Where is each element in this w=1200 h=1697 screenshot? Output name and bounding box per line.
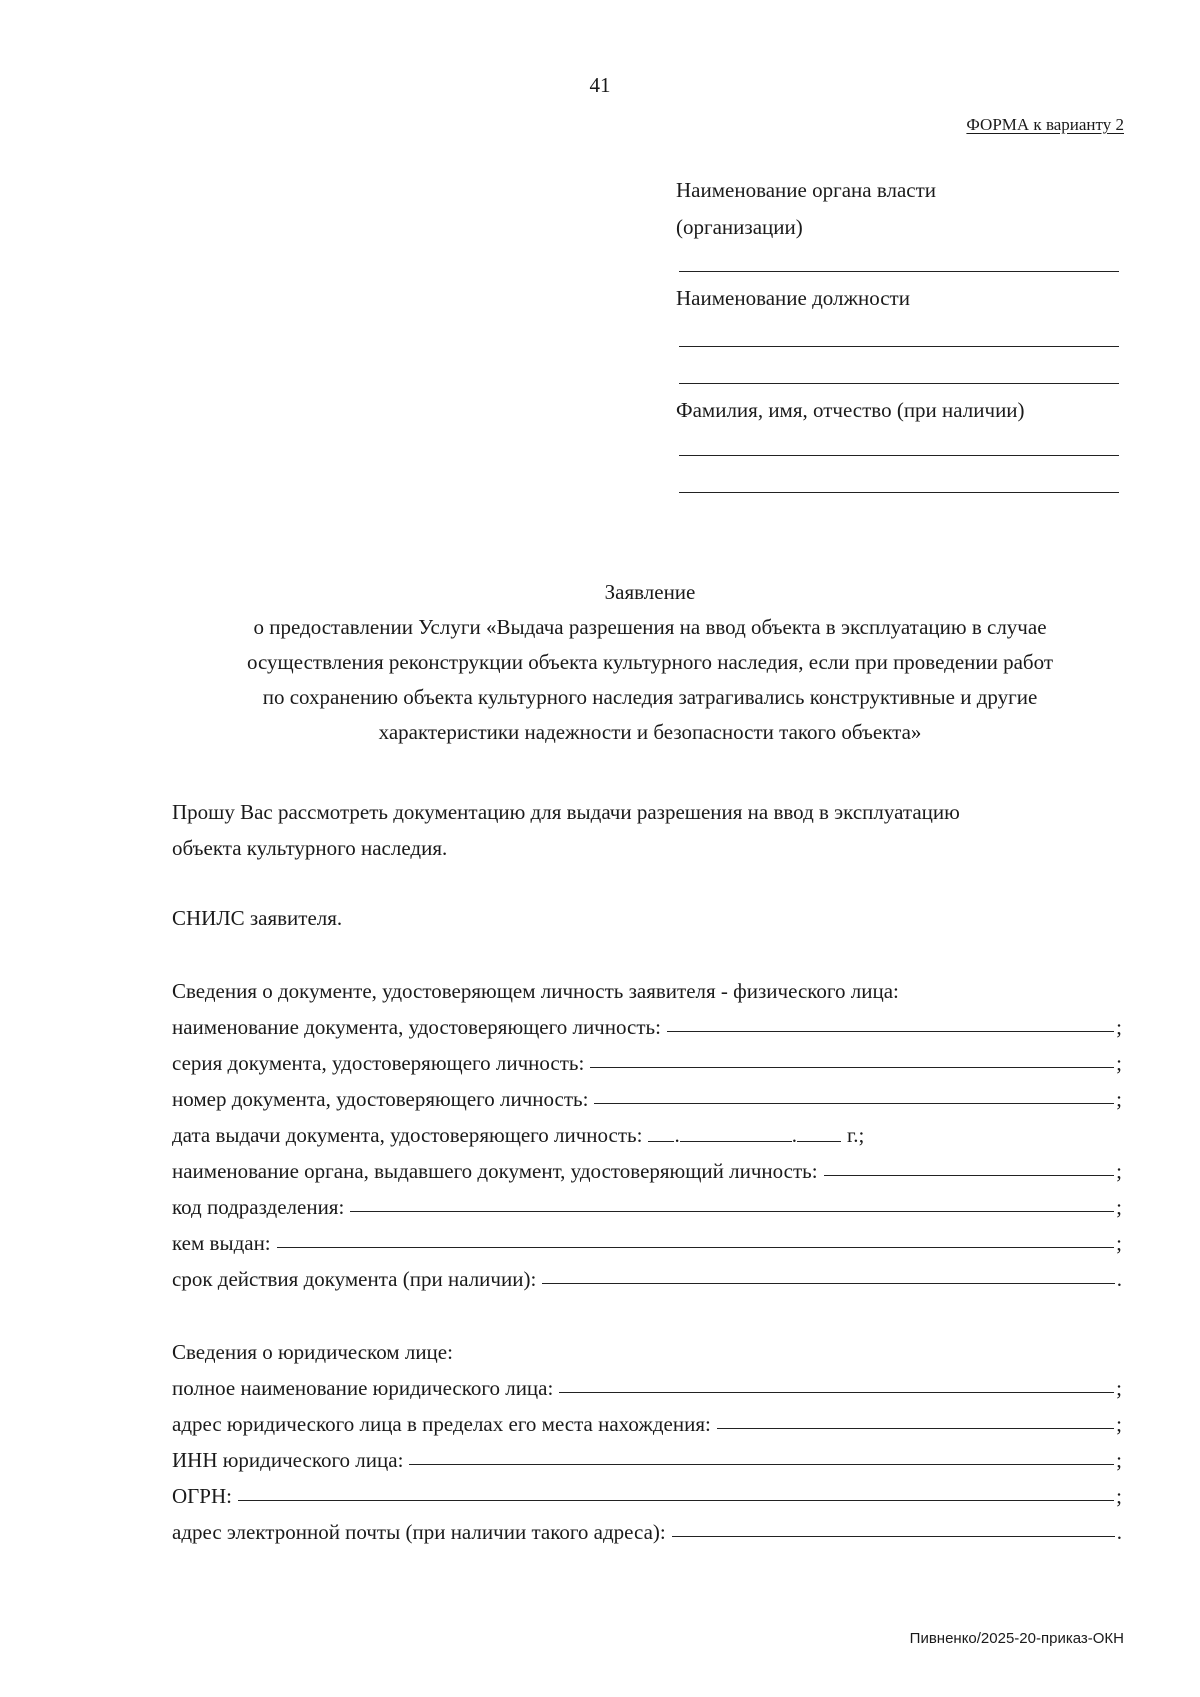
issue-date-field: дата выдачи документа, удостоверяющего личность: . . г.; (172, 1117, 1122, 1153)
full-name-label: Фамилия, имя, отчество (при наличии) (676, 398, 1025, 422)
title-line-4: характеристики надежности и безопасности такого объекта» (378, 720, 922, 744)
field-label: серия документа, удостоверяющего личность: (172, 1051, 585, 1075)
addressee-block (676, 172, 1121, 246)
issuing-authority-input[interactable] (824, 1153, 1115, 1176)
field-label: дата выдачи документа, удостоверяющего личность: (172, 1123, 643, 1147)
issuing-authority-field: наименование органа, выдавшего документ, удостоверяющий личность: ; (172, 1153, 1122, 1189)
inn-field: ИНН юридического лица: ; (172, 1442, 1122, 1478)
org-name-label: Наименование органа власти (676, 178, 936, 202)
form-variant-label: ФОРМА к варианту 2 (966, 115, 1124, 134)
email-field: адрес электронной почты (при наличии такого адреса): . (172, 1514, 1122, 1550)
field-label: адрес юридического лица в пределах его места нахождения: (172, 1412, 711, 1436)
field-label: кем выдан: (172, 1231, 271, 1255)
ogrn-field: ОГРН: ; (172, 1478, 1122, 1514)
request-line-1: Прошу Вас рассмотреть документацию для выдачи разрешения на ввод в эксплуатацию (172, 800, 960, 824)
position-line-2[interactable] (679, 383, 1119, 384)
snils-label: СНИЛС заявителя. (172, 906, 343, 930)
title-line-1: о предоставлении Услуги «Выдача разрешения на ввод объекта в эксплуатацию в случае (253, 615, 1047, 639)
doc-number-field: номер документа, удостоверяющего личность: ; (172, 1081, 1122, 1117)
field-label: адрес электронной почты (при наличии такого адреса): (172, 1520, 666, 1544)
legal-name-input[interactable] (559, 1370, 1114, 1393)
division-code-input[interactable] (350, 1189, 1114, 1212)
org-name-label-2: (организации) (676, 215, 803, 239)
issued-by-field: кем выдан: ; (172, 1225, 1122, 1261)
doc-number-input[interactable] (594, 1081, 1114, 1104)
field-label: срок действия документа (при наличии): (172, 1267, 537, 1291)
org-name-line[interactable] (679, 271, 1119, 272)
title-heading: Заявление (604, 580, 696, 604)
issue-day-input[interactable] (648, 1119, 674, 1142)
doc-series-input[interactable] (590, 1045, 1114, 1068)
field-label: ОГРН: (172, 1484, 232, 1508)
field-label: ИНН юридического лица: (172, 1448, 404, 1472)
inn-input[interactable] (409, 1442, 1114, 1465)
position-line-1[interactable] (679, 346, 1119, 347)
issue-month-input[interactable] (680, 1119, 792, 1142)
email-input[interactable] (672, 1514, 1115, 1537)
field-label: номер документа, удостоверяющего личность: (172, 1087, 589, 1111)
title-line-3: по сохранению объекта культурного наследия затрагивались конструктивные и другие (262, 685, 1038, 709)
page-number: 41 (589, 73, 611, 97)
ogrn-input[interactable] (238, 1478, 1114, 1501)
position-label: Наименование должности (676, 286, 910, 310)
division-code-field: код подразделения: ; (172, 1189, 1122, 1225)
title-line-2: осуществления реконструкции объекта культурного наследия, если при проведении работ (246, 650, 1054, 674)
identity-heading: Сведения о документе, удостоверяющем личность заявителя - физического лица: (172, 979, 899, 1003)
legal-address-input[interactable] (717, 1406, 1114, 1429)
validity-input[interactable] (542, 1261, 1114, 1284)
field-label: полное наименование юридического лица: (172, 1376, 554, 1400)
validity-field: срок действия документа (при наличии): . (172, 1261, 1122, 1297)
application-title (170, 575, 1130, 750)
field-label: наименование органа, выдавшего документ, удостоверяющий личность: (172, 1159, 818, 1183)
legal-name-field: полное наименование юридического лица: ; (172, 1370, 1122, 1406)
field-label: код подразделения: (172, 1195, 345, 1219)
issue-year-input[interactable] (797, 1119, 841, 1142)
legal-heading: Сведения о юридическом лице: (172, 1340, 453, 1364)
document-footer-ref: Пивненко/2025-20-приказ-ОКН (909, 1630, 1124, 1647)
issued-by-input[interactable] (277, 1225, 1115, 1248)
request-line-2: объекта культурного наследия. (172, 836, 448, 860)
request-paragraph (172, 794, 1122, 866)
legal-address-field: адрес юридического лица в пределах его места нахождения: ; (172, 1406, 1122, 1442)
field-label: наименование документа, удостоверяющего личность: (172, 1015, 661, 1039)
doc-name-input[interactable] (667, 1009, 1114, 1032)
full-name-line-1[interactable] (679, 455, 1119, 456)
doc-series-field: серия документа, удостоверяющего личность: ; (172, 1045, 1122, 1081)
doc-name-field: наименование документа, удостоверяющего личность: ; (172, 1009, 1122, 1045)
full-name-line-2[interactable] (679, 492, 1119, 493)
